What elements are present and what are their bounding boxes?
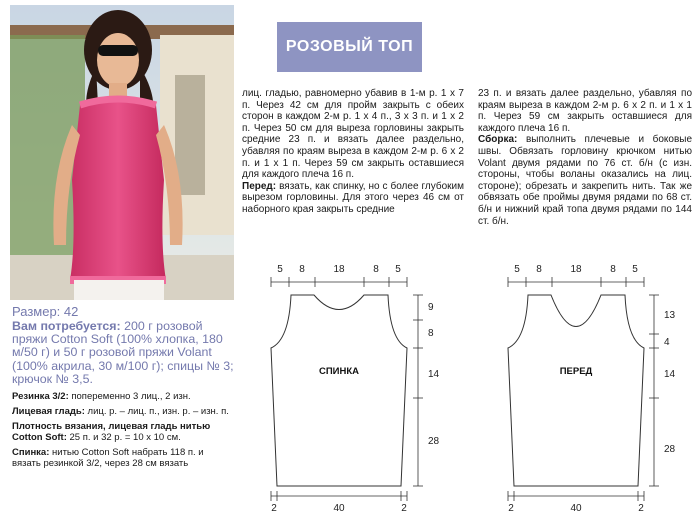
back-piece-outline (271, 295, 407, 486)
svg-text:18: 18 (333, 264, 345, 275)
materials-text: 200 г розовой пряжи Cotton Soft (100% хлопка, 180 м/50 г) и 50 г розовой пряжи Volant (100% акрила, 30 м/100 г); спицы № 3; крючок № 3,5. (12, 318, 234, 387)
page-title: РОЗОВЫЙ ТОП (277, 22, 422, 72)
gauge: Плотность вязания, лицевая гладь нитью Cotton Soft: 25 п. и 32 р. = 10 х 10 см. (12, 420, 211, 443)
size-label: Размер: (12, 304, 61, 319)
svg-text:4: 4 (664, 337, 670, 348)
front-piece-label: ПЕРЕД (559, 366, 593, 377)
assembly-text: выполнить плечевые и боковые швы. Обвязать горловину крючком нитью Volant двумя рядами по 76 ст. б/н (с изн. стороны, чтобы воланы оказались на лиц. стороне); обрезать и закрепить нить. Так же обвязать обе проймы двумя рядами по 68 ст. б/н и нижний край топа двумя рядами по 144 ст. б/н. (478, 134, 693, 227)
svg-text:14: 14 (664, 369, 676, 380)
front-piece-outline (508, 295, 644, 486)
svg-text:28: 28 (428, 436, 440, 447)
svg-text:8: 8 (610, 264, 616, 275)
svg-text:8: 8 (373, 264, 379, 275)
pattern-rib: Резинка 3/2: попеременно 3 лиц., 2 изн. (12, 390, 191, 402)
svg-text:2: 2 (508, 503, 514, 514)
svg-text:40: 40 (570, 503, 582, 514)
back-instructions: Спинка: нитью Cotton Soft набрать 118 п. и вязать резинкой 3/2, через 28 см вязать (12, 446, 204, 469)
svg-text:5: 5 (277, 264, 283, 275)
svg-text:14: 14 (428, 369, 440, 380)
svg-text:28: 28 (664, 444, 676, 455)
back-piece-label: СПИНКА (318, 366, 360, 377)
front-instructions-continued: 23 п. и вязать далее раздельно, убавляя по краям выреза в каждом 2-м р. 6 х 2 п. и 1 х 1 п. Через 59 см закрыть оставшиеся для каждого плеча 16 п. (478, 88, 692, 134)
svg-text:5: 5 (514, 264, 520, 275)
svg-text:18: 18 (570, 264, 582, 275)
svg-text:8: 8 (428, 328, 434, 339)
svg-text:5: 5 (632, 264, 638, 275)
svg-text:2: 2 (401, 503, 407, 514)
svg-text:2: 2 (638, 503, 644, 514)
assembly-label: Сборка: (478, 134, 518, 146)
svg-text:8: 8 (299, 264, 305, 275)
svg-text:13: 13 (664, 310, 676, 321)
back-instructions-continued: лиц. гладью, равномерно убавив в 1-м р. 1 х 7 п. Через 42 см для пройм закрыть с обеих сторон в каждом 2-м р. 1 х 4 п., 3 х 3 п. и 1 х 2 п. Через 50 см для выреза горловины закрыть средние 23 п. и вязать далее раздельно, убавляя по краям выреза в каждом 2-м р. 6 х 2 п. и 1 х 1 п. Через 59 см закрыть оставшиеся для каждого плеча 16 п. (242, 88, 464, 181)
svg-text:5: 5 (395, 264, 401, 275)
svg-text:2: 2 (271, 503, 277, 514)
pattern-stockinette: Лицевая гладь: лиц. р. – лиц. п., изн. р. – изн. п. (12, 405, 229, 417)
front-text: вязать, как спинку, но с более глубоким вырезом горловины. Для этого через 46 см от наборного края закрыть средние (242, 180, 464, 215)
front-label: Перед: (242, 180, 277, 192)
svg-text:9: 9 (428, 302, 434, 313)
svg-text:8: 8 (536, 264, 542, 275)
svg-text:40: 40 (333, 503, 345, 514)
materials-label: Вам потребуется: (12, 318, 121, 333)
size-value: 42 (63, 304, 79, 319)
